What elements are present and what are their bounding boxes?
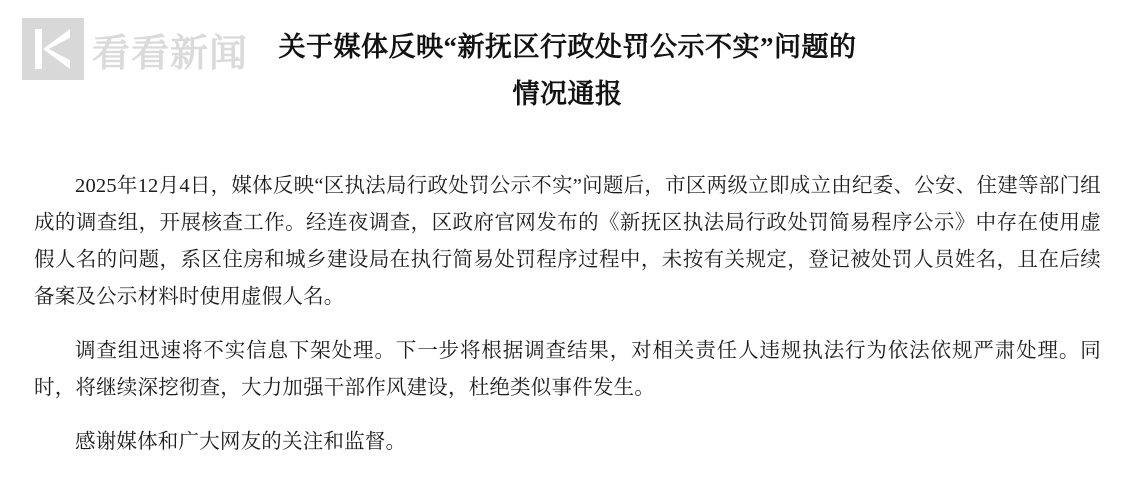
paragraph: 2025年12月4日，媒体反映“区执法局行政处罚公示不实”问题后，市区两级立即成立由纪委、公安、住建等部门组成的调查组，开展核查工作。经连夜调查，区政府官网发布的《新抚区执法局行政处罚简易程序公示》中存在使用虚假人名的问题，系区住房和城乡建设局在执行简易处罚程序过程中，未按有关规定，登记被处罚人员姓名，且在后续备案及公示材料时使用虚假人名。: [34, 175, 1101, 308]
page-title: [34, 0, 1101, 118]
page-title-line-1: 关于媒体反映“新抚区行政处罚公示不实”问题的: [278, 32, 857, 62]
document-paragraphs: [34, 168, 1101, 461]
paragraph: 调查组迅速将不实信息下架处理。下一步将根据调查结果，对相关责任人违规执法行为依法依规严肃处理。同时，将继续深挖彻查，大力加强干部作风建设，杜绝类似事件发生。: [34, 340, 1101, 399]
paragraph: 感谢媒体和广大网友的关注和监督。: [75, 431, 407, 453]
page-title-line-2: 情况通报: [512, 79, 623, 109]
watermark-text: 看看新闻: [92, 30, 249, 75]
